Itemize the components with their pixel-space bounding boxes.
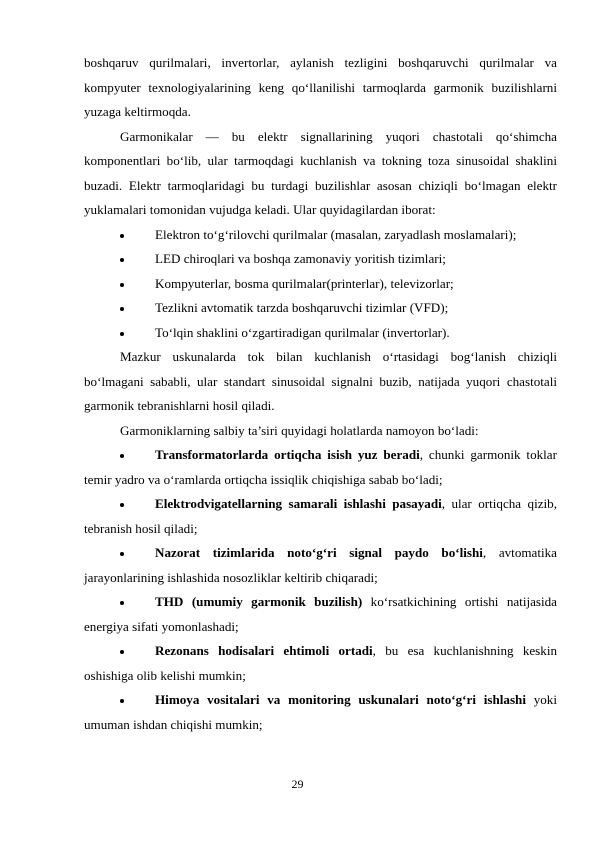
list-item: To‘lqin shaklini o‘zgartiradigan qurilmalar (invertorlar). (84, 321, 557, 346)
list-item-text: , ular ortiqcha qizib, tebranish hosil qiladi; (84, 496, 557, 536)
list-item-text: yoki umuman ishdan chiqishi mumkin; (84, 692, 557, 732)
list-item-bold: Transformatorlarda ortiqcha isish yuz beradi (155, 447, 420, 462)
harmonic-sources-list (84, 223, 557, 346)
paragraph-intro-continuation: boshqaruv qurilmalari, invertorlar, aylanish tezligini boshqaruvchi qurilmalar va kompyuter texnologiyalarining keng qo‘llanilishi tarmoqlarda garmonik buzilishlarni yuzaga keltirmoqda. (84, 55, 557, 119)
list-item-text: ko‘rsatkichining ortishi natijasida energiya sifati yomonlashadi; (84, 594, 557, 634)
list-item (84, 590, 557, 639)
list-item: Elektron to‘g‘rilovchi qurilmalar (masalan, zaryadlash moslamalari); (84, 223, 557, 248)
list-item (84, 541, 557, 590)
list-item-bold: THD (umumiy garmonik buzilish) (155, 594, 363, 609)
list-item: LED chiroqlari va boshqa zamonaviy yoritish tizimlari; (84, 247, 557, 272)
page-number: 29 (291, 777, 304, 791)
list-item: Kompyuterlar, bosma qurilmalar(printerlar), televizorlar; (84, 272, 557, 297)
negative-effects-list (84, 443, 557, 737)
list-item-bold: Himoya vositalari va monitoring uskunalari noto‘g‘ri ishlashi (155, 692, 526, 707)
list-item-text: , chunki garmonik toklar temir yadro va o‘ramlarda ortiqcha issiqlik chiqishiga sabab bo‘ladi; (84, 447, 557, 487)
list-item-bold: Nazorat tizimlarida noto‘g‘ri signal paydo bo‘lishi (155, 545, 483, 560)
list-item (84, 688, 557, 737)
list-item (84, 443, 557, 492)
paragraph-nonlinear-explanation: Mazkur uskunalarda tok bilan kuchlanish o‘rtasidagi bog‘lanish chiziqli bo‘lmagani sababli, ular standart sinusoidal signalni buzib, natijada yuqori chastotali garmonik tebranishlarni hosil qiladi. (84, 349, 557, 413)
list-item-bold: Rezonans hodisalari ehtimoli ortadi (155, 643, 373, 658)
list-item-bold: Elektrodvigatellarning samarali ishlashi pasayadi (155, 496, 442, 511)
list-item-text: , avtomatika jarayonlarining ishlashida nosozliklar keltirib chiqaradi; (84, 545, 557, 585)
list-item-text: , bu esa kuchlanishning keskin oshishiga olib kelishi mumkin; (84, 643, 558, 683)
list-item (84, 492, 557, 541)
list-item: Tezlikni avtomatik tarzda boshqaruvchi tizimlar (VFD); (84, 296, 557, 321)
list-item (84, 639, 557, 688)
document-page (84, 51, 557, 737)
paragraph-negative-effects-intro: Garmoniklarning salbiy ta’siri quyidagi holatlarda namoyon bo‘ladi: (120, 422, 479, 438)
paragraph-harmonics-definition: Garmonikalar — bu elektr signallarining yuqori chastotali qo‘shimcha komponentlari bo‘lib, ular tarmoqdagi kuchlanish va tokning toza sinusoidal shaklini buzadi. Elektr tarmoqlaridagi bu turdagi buzilishlar asosan chiziqli bo‘lmagan elektr yuklamalari tomonidan vujudga keladi. Ular quyidagilardan iborat: (84, 128, 557, 217)
